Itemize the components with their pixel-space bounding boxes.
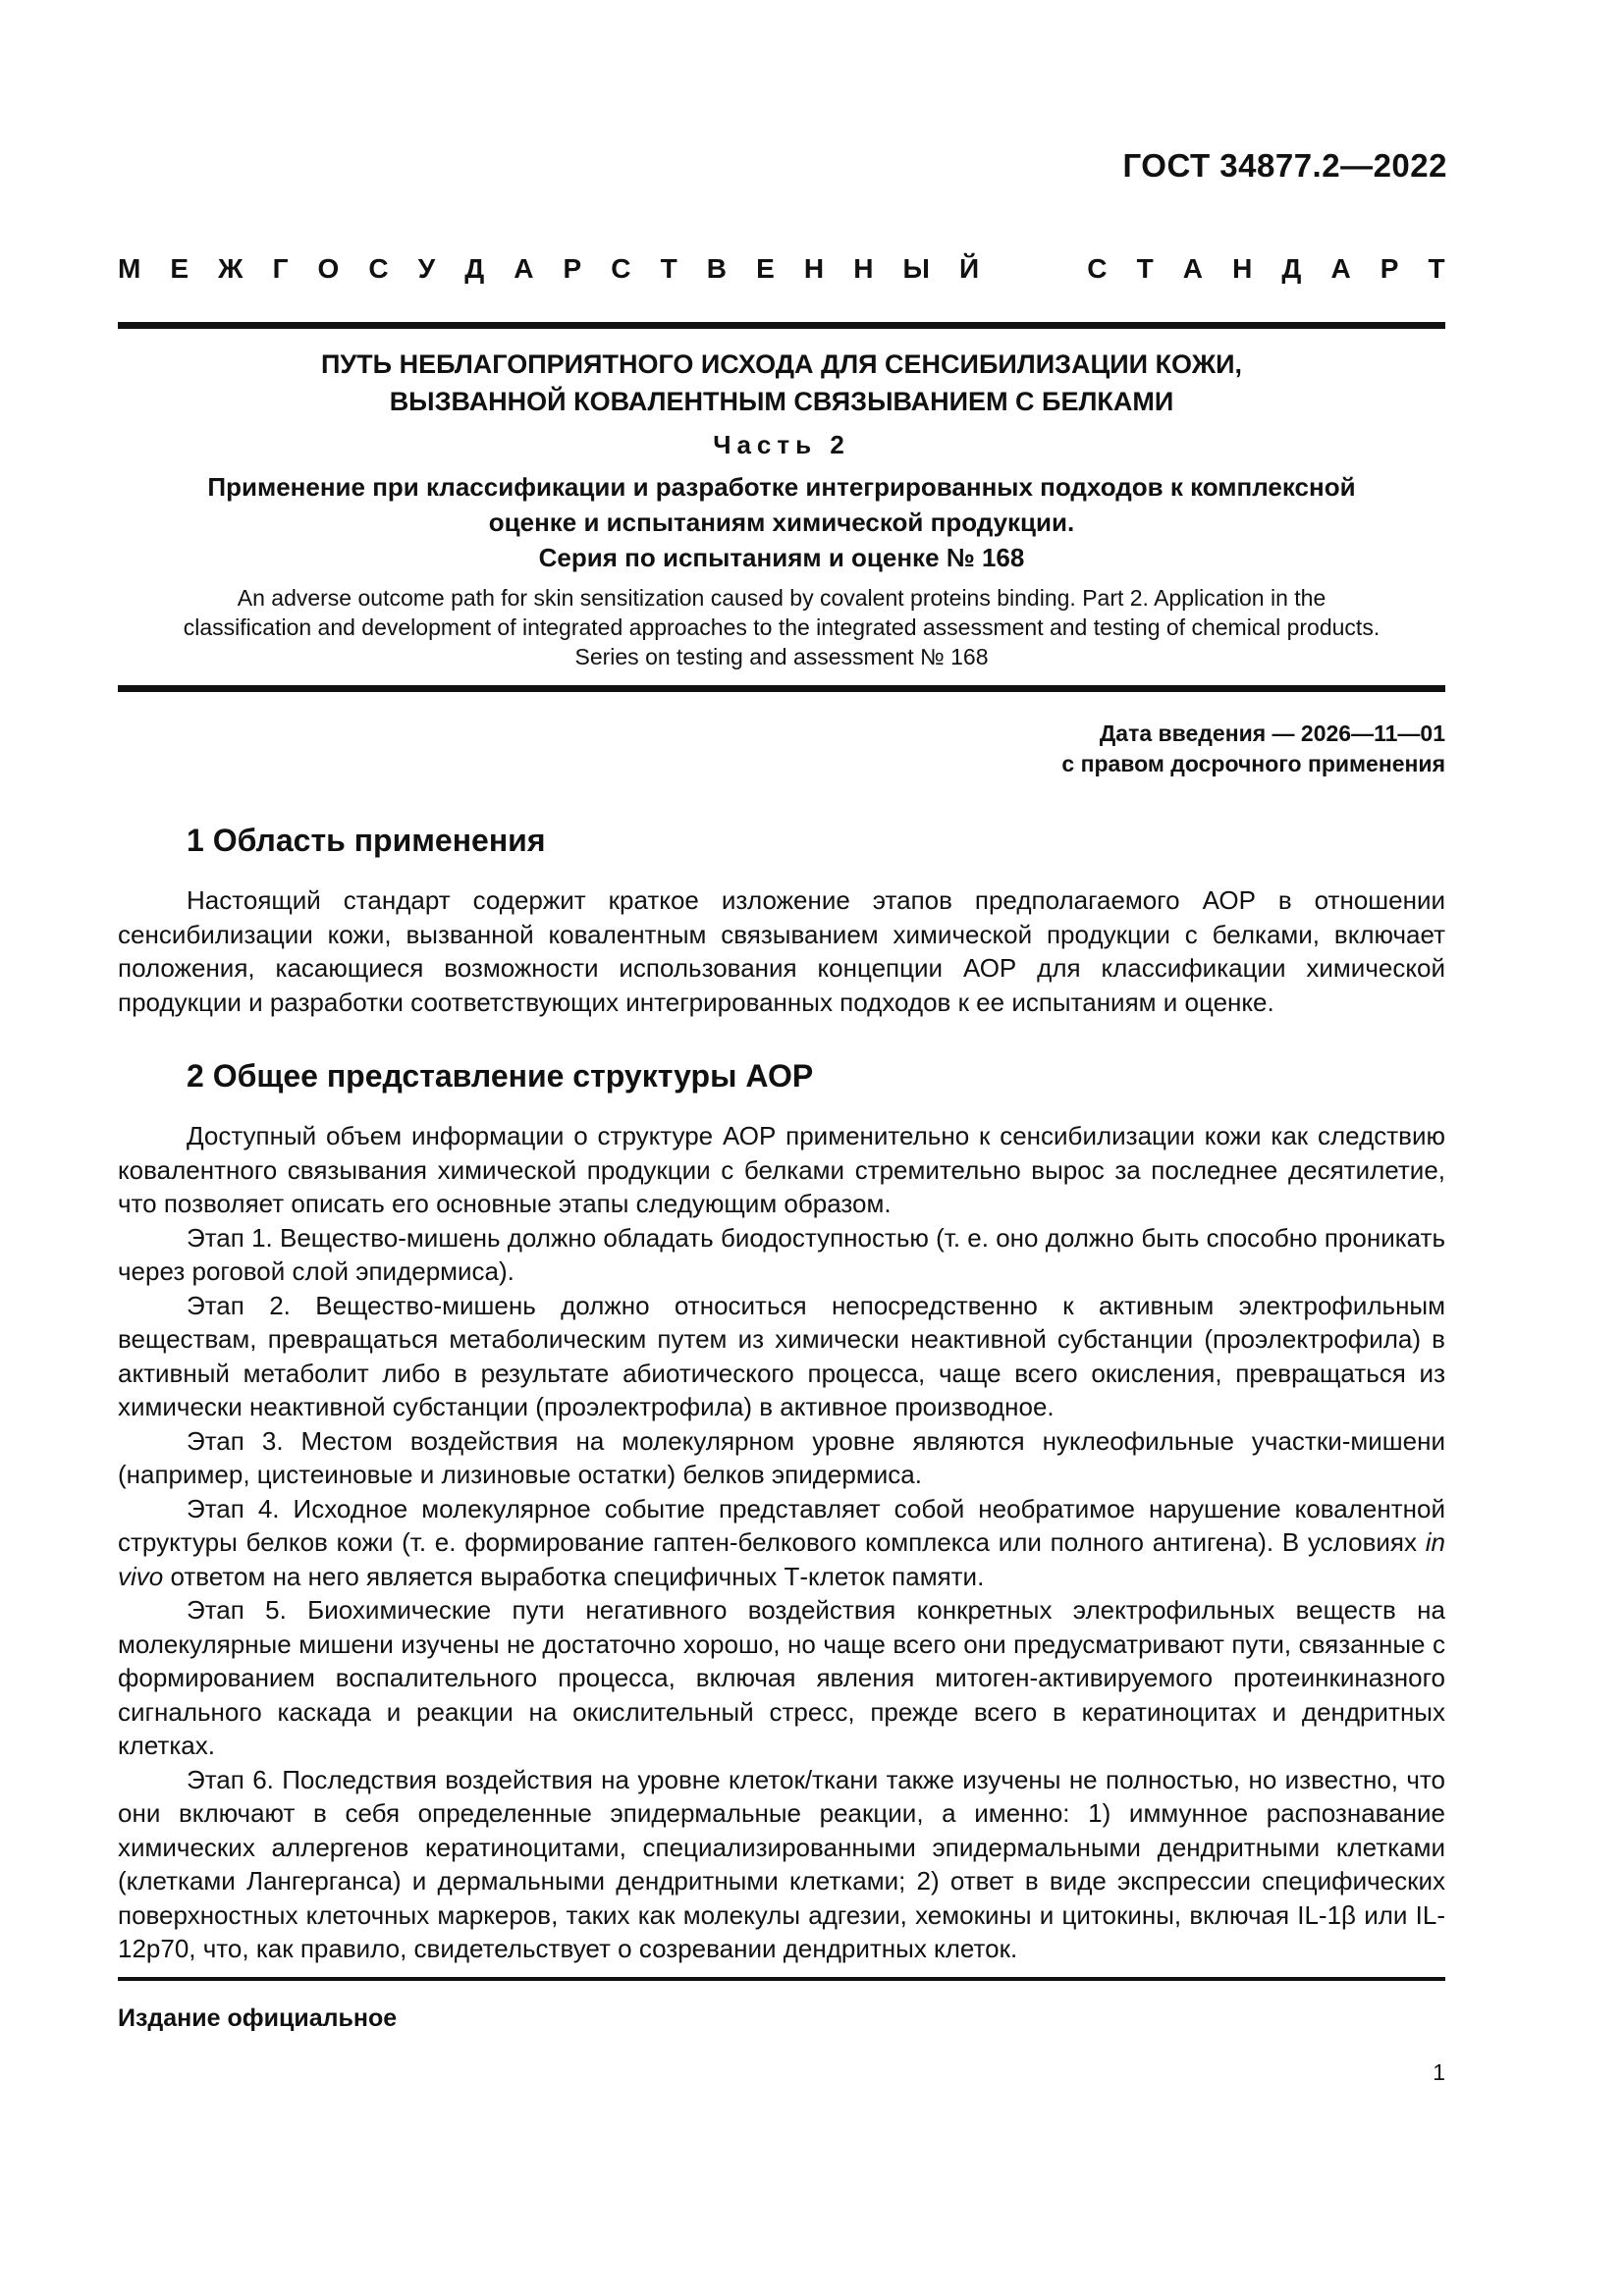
section-1-title: 1 Область применения [187,823,546,858]
top-rule [118,322,1445,329]
section-2-paragraph-stage-4 [118,1492,1445,1594]
early-application-line: с правом досрочного применения [1061,751,1445,776]
section-1-body [118,883,1445,1019]
heading-letter: Г [272,253,289,284]
section-2-paragraph-stage-5: Этап 5. Биохимические пути негативного воздействия конкретных электрофильных веществ на молекулярные мишени изучены не достаточно хорошо, но чаще всего они предусматривают пути, связанные с формированием воспалительного процесса, включая явления митоген-активируемого протеинкиназного сигнального каскада и реакции на окислительный стресс, прежде всего в кератиноцитах и дендритных клетках. [118,1595,1445,1760]
heading-letter: Р [563,253,582,284]
heading-letter: Е [170,253,189,284]
section-1-paragraph: Настоящий стандарт содержит краткое изложение этапов предполагаемого АОР в отношении сенсибилизации кожи, вызванной ковалентным связыванием химической продукции с белками, включает положения, касающиеся возможности использования концепции АОР для классификации химической продукции и разработки соответствующих интегрированных подходов к ее испытаниям и оценке. [118,885,1445,1017]
english-line-1: An adverse outcome path for skin sensitization caused by covalent proteins binding. Part 2. Application in the [237,585,1326,611]
heading-letter: Ж [218,253,244,284]
section-2-paragraph-stage-6: Этап 6. Последствия воздействия на уровне клеток/ткани также изучены не полностью, но известно, что они включают в себя определенные эпидермальные реакции, а именно: 1) иммунное распознавание химических аллергенов кератиноцитами, специализированными эпидермальными дендритными клетками (клетками Лангерганса) и дермальными дендритными клетками; 2) ответ в виде экспрессии специфических поверхностных клеточных маркеров, таких как молекулы адгезии, хемокины и цитокины, включая IL-1β или IL-12p70, что, как правило, свидетельствует о созревании дендритных клеток. [118,1764,1445,1963]
part-label: Часть 2 [713,430,850,459]
section-2-title: 2 Общее представление структуры АОР [187,1058,814,1094]
subtitle-line-1: Применение при классификации и разработке интегрированных подходов к комплексной [207,472,1356,502]
section-2-paragraph-stage-1: Этап 1. Вещество-мишень должно обладать биодоступностью (т. е. оно должно быть способно проникать через роговой слой эпидермиса). [118,1222,1446,1286]
heading-letter: А [1330,253,1351,284]
heading-letter: А [514,253,534,284]
page-number: 1 [1433,2059,1445,2085]
heading-letter: Д [464,253,485,284]
heading-letter: Т [1136,253,1154,284]
section-2-paragraph-intro: Доступный объем информации о структуре АОР применительно к сенсибилизации кожи как следствию ковалентного связывания химической продукции с белками стремительно вырос за последнее десятилетие, что позволяет описать его основные этапы следующим образом. [118,1121,1445,1218]
heading-letter: Е [756,253,775,284]
heading-letter: С [368,253,389,284]
subtitle-line-3: Серия по испытаниям и оценке № 168 [538,543,1025,572]
official-edition-label: Издание официальное [118,2004,398,2032]
heading-letter: А [1182,253,1204,284]
heading-letter: С [1087,253,1108,284]
english-line-3: Series on testing and assessment № 168 [574,644,989,669]
subtitle-line-2: оценке и испытаниям химической продукции. [488,507,1075,537]
heading-letter: Н [803,253,825,284]
standard-type-heading [118,253,1445,285]
heading-letter: Ы [902,253,930,284]
heading-letter: Н [1232,253,1253,284]
stage-4-text-a: Этап 4. Исходное молекулярное событие представляет собой необратимое нарушение ковалентной структуры белков кожи (т. е. формирование гаптен-белкового комплекса или полного антигена). В условиях [118,1493,1445,1557]
section-2-paragraph-stage-3: Этап 3. Местом воздействия на молекулярном уровне являются нуклеофильные участки-мишени (например, цистеиновые и лизиновые остатки) белков эпидермиса. [118,1425,1445,1489]
heading-letter: Й [959,253,980,284]
section-2-body [118,1119,1445,1966]
document-subtitle [118,469,1445,575]
heading-letter: В [706,253,728,284]
heading-letter: Т [660,253,677,284]
standard-code: ГОСТ 34877.2—2022 [1122,147,1447,184]
heading-letter: Т [1428,253,1445,284]
title-bottom-rule [118,685,1445,692]
english-line-2: classification and development of integrated approaches to the integrated assessment and testing of chemical products. [183,614,1380,640]
footer-rule [118,1977,1445,1981]
stage-4-italic: in vivo [118,1527,1445,1591]
date-line: Дата введения — 2026—11—01 [1099,721,1445,746]
introduction-date [1061,719,1445,779]
english-title [118,583,1445,671]
title-line-1: ПУТЬ НЕБЛАГОПРИЯТНОГО ИСХОДА ДЛЯ СЕНСИБИЛИЗАЦИИ КОЖИ, [320,349,1243,379]
stage-4-text-b: ответом на него является выработка специфичных Т-клеток памяти. [163,1561,985,1591]
heading-letter: О [317,253,340,284]
heading-letter: У [417,253,436,284]
heading-letter: Н [853,253,874,284]
heading-letter: М [118,253,141,284]
heading-letter: Д [1281,253,1302,284]
heading-letter: Р [1380,253,1399,284]
document-title [118,346,1445,420]
heading-letter: С [611,253,631,284]
section-2-paragraph-stage-2: Этап 2. Вещество-мишень должно относиться непосредственно к активным электрофильным веществам, превращаться метаболическим путем из химически неактивной субстанции (проэлектрофила) в активный метаболит либо в результате абиотического процесса, чаще всего окисления, превращаться из химически неактивной субстанции (проэлектрофила) в активное производное. [118,1290,1445,1421]
title-line-2: ВЫЗВАННОЙ КОВАЛЕНТНЫМ СВЯЗЫВАНИЕМ С БЕЛКАМИ [389,387,1174,416]
